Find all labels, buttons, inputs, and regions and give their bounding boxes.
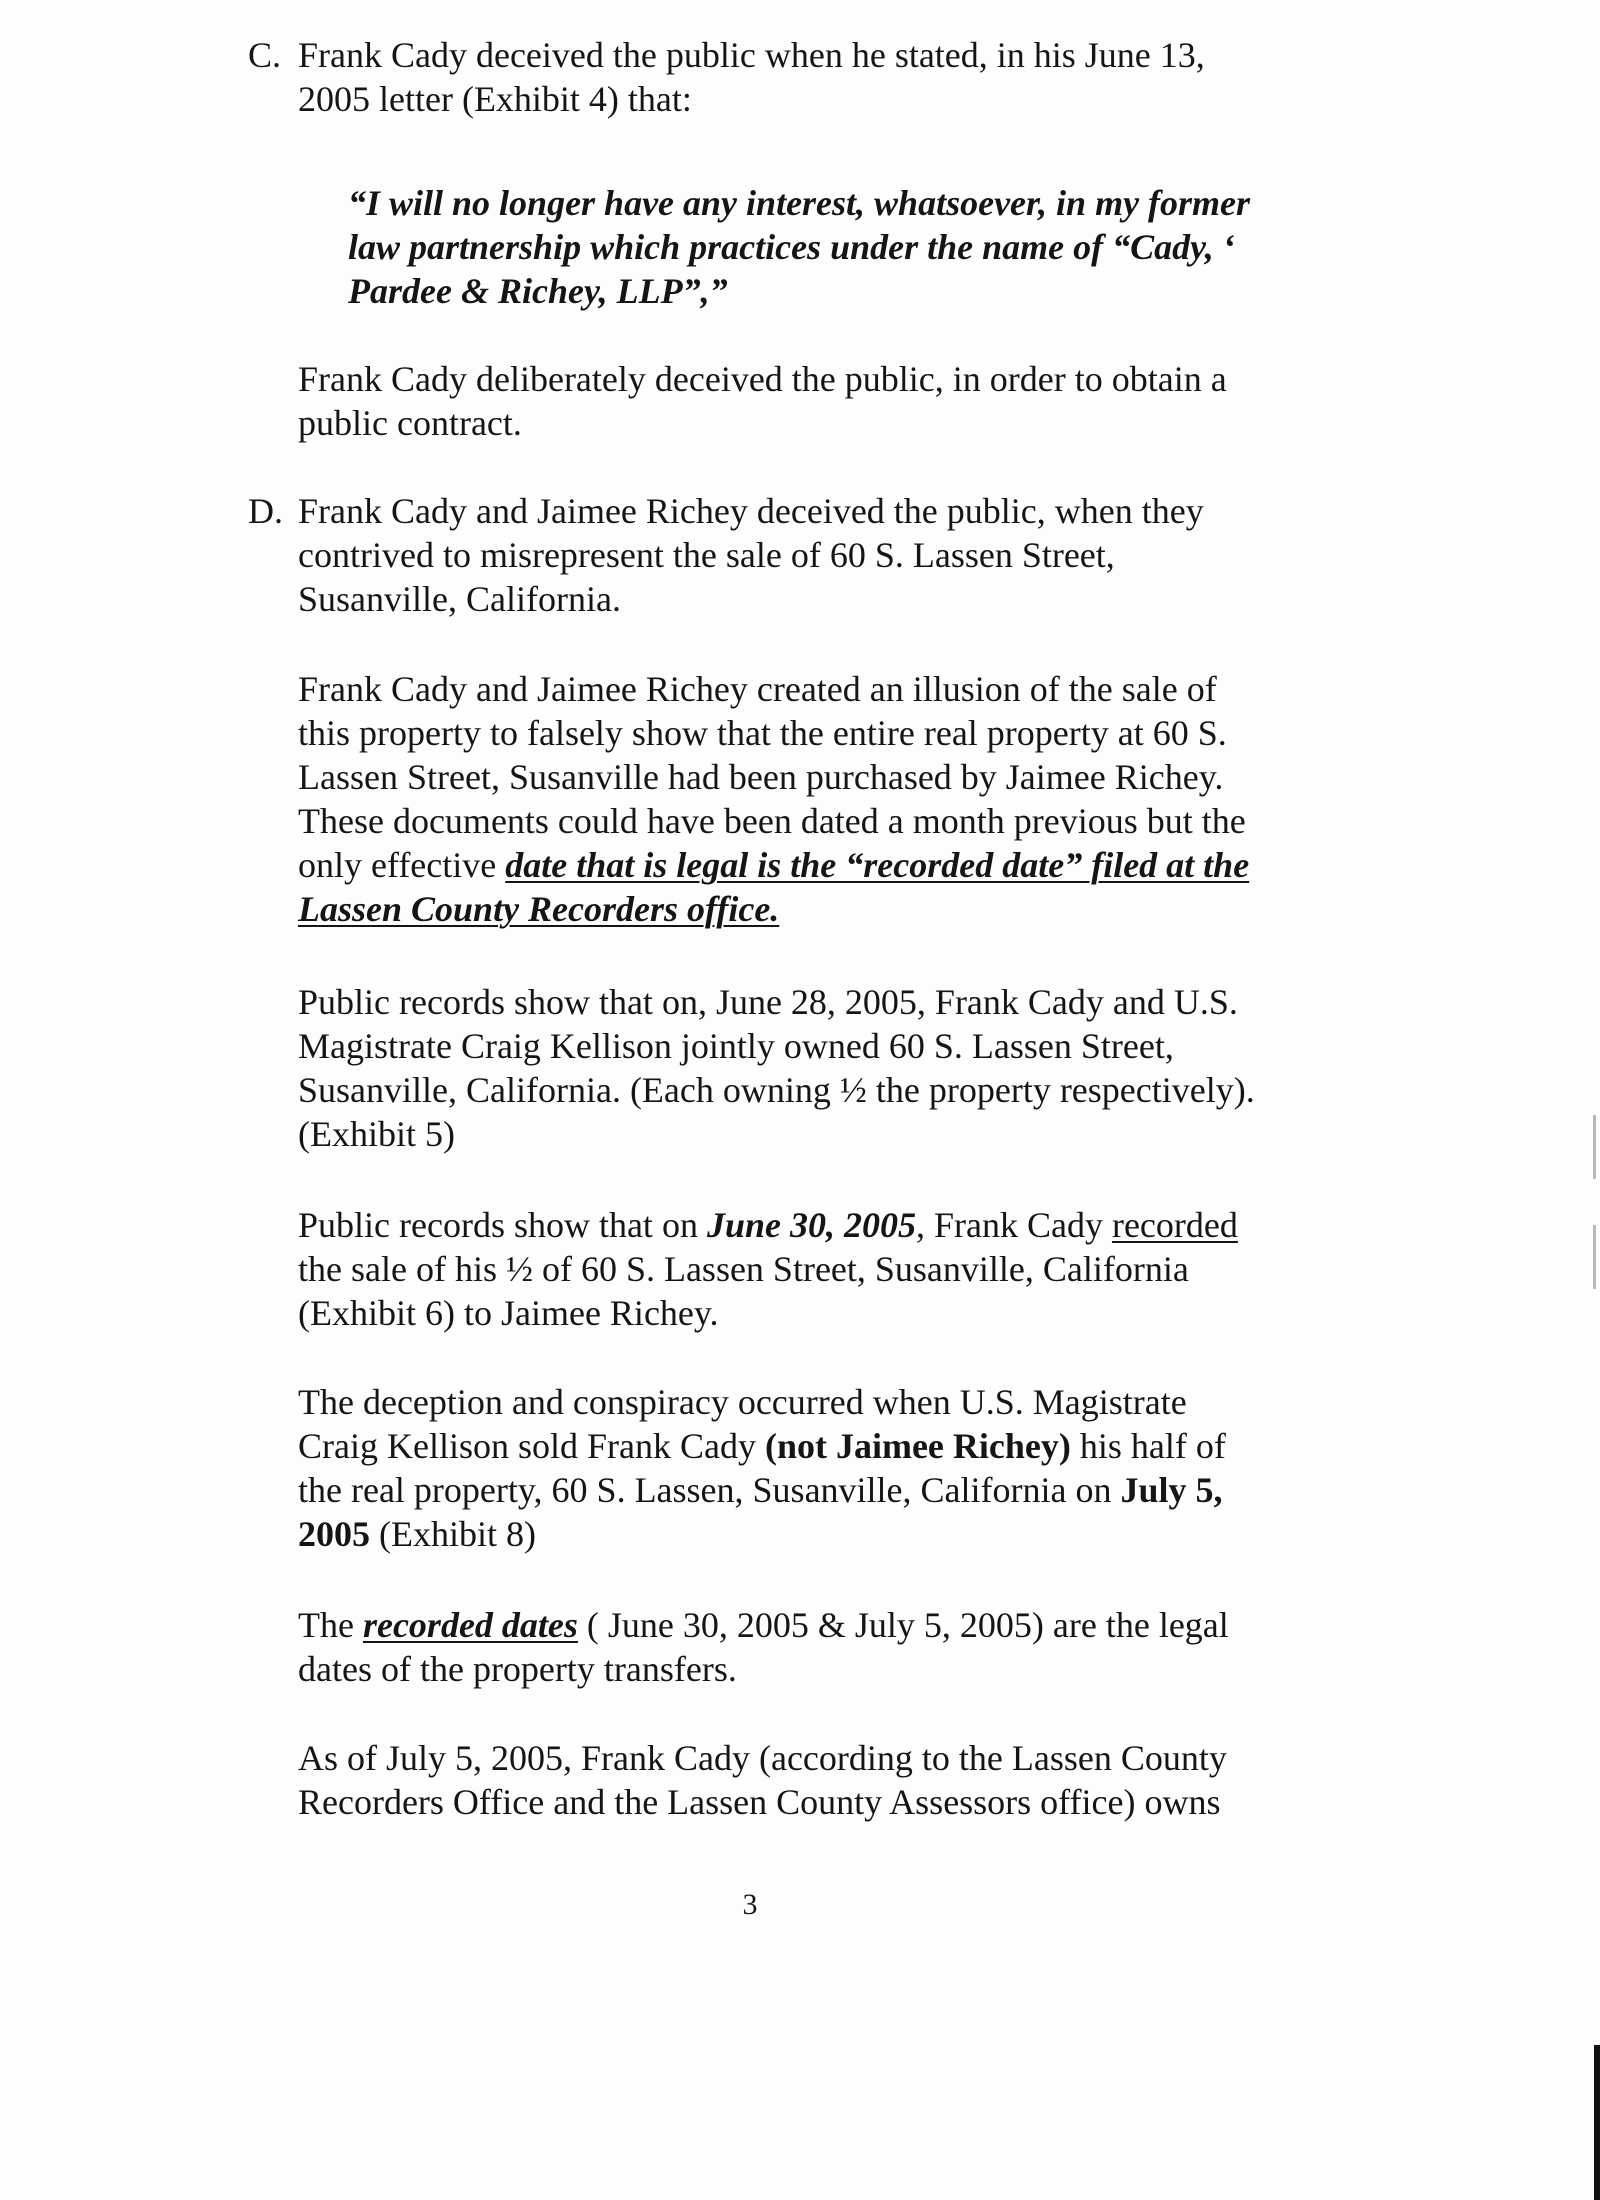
item-d-deception-paragraph xyxy=(298,1380,1378,1556)
not-jaimee-richey-emphasis: (not Jaimee Richey) xyxy=(764,1426,1071,1466)
item-c-quote xyxy=(348,181,1348,313)
recorders-office-emphasis: Lassen County Recorders office. xyxy=(298,889,780,929)
p4-line-3: (Exhibit 6) to Jaimee Richey. xyxy=(298,1293,719,1333)
p5-line-4 xyxy=(298,1512,1378,1556)
p7-line-1: As of July 5, 2005, Frank Cady (according to the Lassen County xyxy=(298,1738,1227,1778)
p2-line-1: Frank Cady and Jaimee Richey created an illusion of the sale of xyxy=(298,669,1217,709)
scan-edge-mark xyxy=(1594,2045,1600,2200)
p5-line-2-part-c: his half of xyxy=(1070,1426,1226,1466)
june-30-emphasis: June 30, 2005 xyxy=(706,1205,916,1245)
item-d-marker: D. xyxy=(248,491,283,531)
scan-speck-lower xyxy=(1593,1225,1596,1289)
quote-line-1: “I will no longer have any interest, whatsoever, in my former xyxy=(348,183,1251,223)
p5-line-2-part-a: Craig Kellison sold Frank Cady xyxy=(298,1426,765,1466)
p3-line-1: Public records show that on, June 28, 2005, Frank Cady and U.S. xyxy=(298,982,1238,1022)
p3-line-3: Susanville, California. (Each owning ½ the property respectively). xyxy=(298,1070,1255,1110)
p5-line-1: The deception and conspiracy occurred when U.S. Magistrate xyxy=(298,1382,1187,1422)
p6-line-1-part-c: ( June 30, 2005 & July 5, 2005) are the legal xyxy=(577,1605,1229,1645)
p4-line-1 xyxy=(298,1203,1378,1247)
item-d-joint-ownership-paragraph xyxy=(298,980,1378,1156)
item-c-statement xyxy=(298,33,1378,121)
item-c-line-1: Frank Cady deceived the public when he stated, in his June 13, xyxy=(298,35,1205,75)
p2-line-4: These documents could have been dated a month previous but the xyxy=(298,801,1246,841)
p7-line-2: Recorders Office and the Lassen County Assessors office) owns xyxy=(298,1782,1221,1822)
p6-line-1 xyxy=(298,1603,1378,1647)
p3-line-4: (Exhibit 5) xyxy=(298,1114,455,1154)
p5-line-3 xyxy=(298,1468,1378,1512)
item-c-follow xyxy=(298,357,1378,445)
item-d-recorded-sale-paragraph xyxy=(298,1203,1378,1335)
quote-line-2: law partnership which practices under the name of “Cady, ‘ xyxy=(348,227,1235,267)
p2-line-3: Lassen Street, Susanville had been purchased by Jaimee Richey. xyxy=(298,757,1224,797)
item-d-illusion-paragraph xyxy=(298,667,1378,931)
p2-line-2: this property to falsely show that the entire real property at 60 S. xyxy=(298,713,1227,753)
intro-line-2: contrived to misrepresent the sale of 60 S. Lassen Street, xyxy=(298,535,1115,575)
item-d-recorded-dates-paragraph xyxy=(298,1603,1378,1691)
p4-line-1-part-a: Public records show that on xyxy=(298,1205,707,1245)
p5-line-4-part-b: (Exhibit 8) xyxy=(370,1514,536,1554)
p5-line-3-part-a: the real property, 60 S. Lassen, Susanville, California on xyxy=(298,1470,1121,1510)
p4-line-1-part-c: , Frank Cady xyxy=(915,1205,1112,1245)
page-number: 3 xyxy=(742,1888,758,1921)
july-5-emphasis: July 5, xyxy=(1120,1470,1223,1510)
recorded-dates-emphasis: recorded dates xyxy=(362,1605,578,1645)
item-c-line-2: 2005 letter (Exhibit 4) that: xyxy=(298,79,692,119)
p6-line-2: dates of the property transfers. xyxy=(298,1649,737,1689)
quote-line-3: Pardee & Richey, LLP”,” xyxy=(348,271,728,311)
p2-line-5-plain: only effective xyxy=(298,845,506,885)
p5-line-2 xyxy=(298,1424,1378,1468)
item-d-ownership-paragraph xyxy=(298,1736,1378,1824)
intro-line-1: Frank Cady and Jaimee Richey deceived the public, when they xyxy=(298,491,1204,531)
year-2005-emphasis: 2005 xyxy=(298,1514,370,1554)
follow-line-1: Frank Cady deliberately deceived the public, in order to obtain a xyxy=(298,359,1227,399)
intro-line-3: Susanville, California. xyxy=(298,579,621,619)
follow-line-2: public contract. xyxy=(298,403,522,443)
p3-line-2: Magistrate Craig Kellison jointly owned 60 S. Lassen Street, xyxy=(298,1026,1174,1066)
item-d-intro xyxy=(298,489,1378,621)
recorded-underline: recorded xyxy=(1111,1205,1238,1245)
p4-line-2: the sale of his ½ of 60 S. Lassen Street, Susanville, California xyxy=(298,1249,1189,1289)
p2-line-5 xyxy=(298,843,1378,887)
legal-date-emphasis: date that is legal is the “recorded date” filed at the xyxy=(505,845,1250,885)
p6-line-1-part-a: The xyxy=(298,1605,363,1645)
scan-speck-upper xyxy=(1593,1115,1596,1179)
item-c-marker: C. xyxy=(248,35,282,75)
